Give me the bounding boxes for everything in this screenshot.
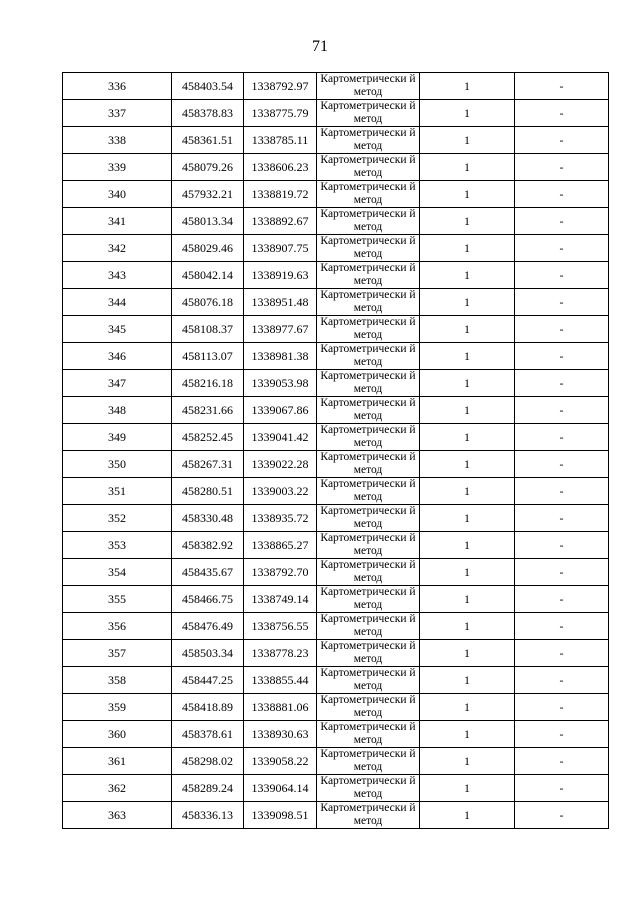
- x-coordinate-cell: 458503.34: [172, 640, 244, 667]
- point-number-cell: 353: [63, 532, 172, 559]
- y-coordinate-cell: 1338935.72: [244, 505, 317, 532]
- point-number-cell: 347: [63, 370, 172, 397]
- y-coordinate-cell: 1338606.23: [244, 154, 317, 181]
- note-cell: -: [515, 775, 609, 802]
- method-text: Картометрически й метод: [320, 586, 416, 611]
- table-row: [63, 316, 609, 343]
- method-text: Картометрически й метод: [320, 154, 416, 179]
- method-cell: [317, 586, 420, 613]
- method-text: Картометрически й метод: [320, 640, 416, 665]
- method-text: Картометрически й метод: [320, 478, 416, 503]
- method-cell: [317, 100, 420, 127]
- point-number-cell: 357: [63, 640, 172, 667]
- method-text: Картометрически й метод: [320, 262, 416, 287]
- coordinates-table-body: [63, 73, 609, 829]
- point-number-cell: 340: [63, 181, 172, 208]
- x-coordinate-cell: 458042.14: [172, 262, 244, 289]
- table-row: [63, 181, 609, 208]
- accuracy-cell: 1: [420, 424, 515, 451]
- method-cell: [317, 181, 420, 208]
- x-coordinate-cell: 458378.61: [172, 721, 244, 748]
- table-row: [63, 262, 609, 289]
- method-text: Картометрически й метод: [320, 235, 416, 260]
- method-text: Картометрически й метод: [320, 559, 416, 584]
- method-cell: [317, 424, 420, 451]
- x-coordinate-cell: 458289.24: [172, 775, 244, 802]
- x-coordinate-cell: 458378.83: [172, 100, 244, 127]
- x-coordinate-cell: 458113.07: [172, 343, 244, 370]
- y-coordinate-cell: 1339003.22: [244, 478, 317, 505]
- note-cell: -: [515, 127, 609, 154]
- y-coordinate-cell: 1339067.86: [244, 397, 317, 424]
- method-text: Картометрически й метод: [320, 370, 416, 395]
- x-coordinate-cell: 458435.67: [172, 559, 244, 586]
- table-row: [63, 370, 609, 397]
- method-cell: [317, 451, 420, 478]
- accuracy-cell: 1: [420, 181, 515, 208]
- accuracy-cell: 1: [420, 586, 515, 613]
- table-row: [63, 127, 609, 154]
- accuracy-cell: 1: [420, 775, 515, 802]
- method-text: Картометрически й метод: [320, 775, 416, 800]
- table-row: [63, 73, 609, 100]
- method-cell: [317, 640, 420, 667]
- y-coordinate-cell: 1339041.42: [244, 424, 317, 451]
- y-coordinate-cell: 1338756.55: [244, 613, 317, 640]
- coordinates-table: [62, 72, 609, 829]
- y-coordinate-cell: 1338775.79: [244, 100, 317, 127]
- note-cell: -: [515, 262, 609, 289]
- note-cell: -: [515, 424, 609, 451]
- table-row: [63, 289, 609, 316]
- x-coordinate-cell: 458108.37: [172, 316, 244, 343]
- y-coordinate-cell: 1339064.14: [244, 775, 317, 802]
- table-row: [63, 586, 609, 613]
- accuracy-cell: 1: [420, 694, 515, 721]
- accuracy-cell: 1: [420, 73, 515, 100]
- note-cell: -: [515, 235, 609, 262]
- y-coordinate-cell: 1339053.98: [244, 370, 317, 397]
- method-cell: [317, 73, 420, 100]
- point-number-cell: 345: [63, 316, 172, 343]
- point-number-cell: 362: [63, 775, 172, 802]
- table-row: [63, 235, 609, 262]
- note-cell: -: [515, 694, 609, 721]
- note-cell: -: [515, 370, 609, 397]
- accuracy-cell: 1: [420, 640, 515, 667]
- y-coordinate-cell: 1338855.44: [244, 667, 317, 694]
- table-row: [63, 748, 609, 775]
- note-cell: -: [515, 802, 609, 829]
- x-coordinate-cell: 458361.51: [172, 127, 244, 154]
- method-cell: [317, 613, 420, 640]
- x-coordinate-cell: 458403.54: [172, 73, 244, 100]
- point-number-cell: 346: [63, 343, 172, 370]
- method-cell: [317, 370, 420, 397]
- accuracy-cell: 1: [420, 721, 515, 748]
- table-row: [63, 424, 609, 451]
- accuracy-cell: 1: [420, 370, 515, 397]
- accuracy-cell: 1: [420, 802, 515, 829]
- y-coordinate-cell: 1339022.28: [244, 451, 317, 478]
- method-cell: [317, 154, 420, 181]
- point-number-cell: 361: [63, 748, 172, 775]
- note-cell: -: [515, 451, 609, 478]
- method-text: Картометрически й метод: [320, 316, 416, 341]
- method-text: Картометрически й метод: [320, 289, 416, 314]
- method-text: Картометрически й метод: [320, 721, 416, 746]
- accuracy-cell: 1: [420, 505, 515, 532]
- y-coordinate-cell: 1339098.51: [244, 802, 317, 829]
- accuracy-cell: 1: [420, 235, 515, 262]
- x-coordinate-cell: 458298.02: [172, 748, 244, 775]
- table-row: [63, 532, 609, 559]
- method-text: Картометрически й метод: [320, 397, 416, 422]
- method-text: Картометрически й метод: [320, 100, 416, 125]
- point-number-cell: 348: [63, 397, 172, 424]
- accuracy-cell: 1: [420, 478, 515, 505]
- point-number-cell: 363: [63, 802, 172, 829]
- note-cell: -: [515, 721, 609, 748]
- table-row: [63, 667, 609, 694]
- page-number: 71: [312, 38, 328, 55]
- point-number-cell: 351: [63, 478, 172, 505]
- method-cell: [317, 775, 420, 802]
- method-text: Картометрически й метод: [320, 73, 416, 98]
- note-cell: -: [515, 559, 609, 586]
- note-cell: -: [515, 397, 609, 424]
- x-coordinate-cell: 458280.51: [172, 478, 244, 505]
- accuracy-cell: 1: [420, 343, 515, 370]
- note-cell: -: [515, 154, 609, 181]
- method-text: Картометрически й метод: [320, 343, 416, 368]
- method-cell: [317, 694, 420, 721]
- accuracy-cell: 1: [420, 154, 515, 181]
- point-number-cell: 337: [63, 100, 172, 127]
- accuracy-cell: 1: [420, 613, 515, 640]
- table-row: [63, 802, 609, 829]
- point-number-cell: 356: [63, 613, 172, 640]
- table-row: [63, 154, 609, 181]
- method-cell: [317, 721, 420, 748]
- table-row: [63, 775, 609, 802]
- method-text: Картометрически й метод: [320, 748, 416, 773]
- point-number-cell: 341: [63, 208, 172, 235]
- accuracy-cell: 1: [420, 451, 515, 478]
- y-coordinate-cell: 1339058.22: [244, 748, 317, 775]
- note-cell: -: [515, 613, 609, 640]
- table-row: [63, 505, 609, 532]
- method-text: Картометрически й метод: [320, 694, 416, 719]
- method-cell: [317, 127, 420, 154]
- note-cell: -: [515, 289, 609, 316]
- method-cell: [317, 316, 420, 343]
- x-coordinate-cell: 458418.89: [172, 694, 244, 721]
- method-text: Картометрически й метод: [320, 127, 416, 152]
- table-row: [63, 478, 609, 505]
- table-row: [63, 694, 609, 721]
- x-coordinate-cell: 457932.21: [172, 181, 244, 208]
- x-coordinate-cell: 458330.48: [172, 505, 244, 532]
- accuracy-cell: 1: [420, 127, 515, 154]
- method-cell: [317, 748, 420, 775]
- x-coordinate-cell: 458267.31: [172, 451, 244, 478]
- y-coordinate-cell: 1338930.63: [244, 721, 317, 748]
- note-cell: -: [515, 640, 609, 667]
- method-cell: [317, 478, 420, 505]
- y-coordinate-cell: 1338881.06: [244, 694, 317, 721]
- y-coordinate-cell: 1338749.14: [244, 586, 317, 613]
- point-number-cell: 352: [63, 505, 172, 532]
- accuracy-cell: 1: [420, 289, 515, 316]
- method-cell: [317, 343, 420, 370]
- point-number-cell: 339: [63, 154, 172, 181]
- method-text: Картометрически й метод: [320, 802, 416, 827]
- accuracy-cell: 1: [420, 100, 515, 127]
- point-number-cell: 350: [63, 451, 172, 478]
- x-coordinate-cell: 458382.92: [172, 532, 244, 559]
- x-coordinate-cell: 458466.75: [172, 586, 244, 613]
- table-row: [63, 640, 609, 667]
- method-cell: [317, 559, 420, 586]
- point-number-cell: 343: [63, 262, 172, 289]
- accuracy-cell: 1: [420, 397, 515, 424]
- y-coordinate-cell: 1338865.27: [244, 532, 317, 559]
- accuracy-cell: 1: [420, 748, 515, 775]
- method-text: Картометрически й метод: [320, 451, 416, 476]
- method-cell: [317, 667, 420, 694]
- table-row: [63, 397, 609, 424]
- x-coordinate-cell: 458079.26: [172, 154, 244, 181]
- note-cell: -: [515, 478, 609, 505]
- table-row: [63, 343, 609, 370]
- y-coordinate-cell: 1338792.97: [244, 73, 317, 100]
- table-row: [63, 451, 609, 478]
- x-coordinate-cell: 458476.49: [172, 613, 244, 640]
- y-coordinate-cell: 1338778.23: [244, 640, 317, 667]
- note-cell: -: [515, 667, 609, 694]
- point-number-cell: 360: [63, 721, 172, 748]
- accuracy-cell: 1: [420, 667, 515, 694]
- point-number-cell: 358: [63, 667, 172, 694]
- y-coordinate-cell: 1338951.48: [244, 289, 317, 316]
- table-row: [63, 559, 609, 586]
- accuracy-cell: 1: [420, 532, 515, 559]
- note-cell: -: [515, 208, 609, 235]
- y-coordinate-cell: 1338792.70: [244, 559, 317, 586]
- method-text: Картометрически й метод: [320, 532, 416, 557]
- point-number-cell: 344: [63, 289, 172, 316]
- accuracy-cell: 1: [420, 208, 515, 235]
- y-coordinate-cell: 1338981.38: [244, 343, 317, 370]
- method-text: Картометрически й метод: [320, 181, 416, 206]
- point-number-cell: 354: [63, 559, 172, 586]
- y-coordinate-cell: 1338919.63: [244, 262, 317, 289]
- method-text: Картометрически й метод: [320, 613, 416, 638]
- method-cell: [317, 532, 420, 559]
- table-row: [63, 721, 609, 748]
- method-cell: [317, 208, 420, 235]
- method-cell: [317, 262, 420, 289]
- x-coordinate-cell: 458013.34: [172, 208, 244, 235]
- y-coordinate-cell: 1338977.67: [244, 316, 317, 343]
- method-cell: [317, 505, 420, 532]
- point-number-cell: 342: [63, 235, 172, 262]
- note-cell: -: [515, 181, 609, 208]
- method-cell: [317, 397, 420, 424]
- table-row: [63, 613, 609, 640]
- x-coordinate-cell: 458029.46: [172, 235, 244, 262]
- note-cell: -: [515, 343, 609, 370]
- accuracy-cell: 1: [420, 262, 515, 289]
- note-cell: -: [515, 316, 609, 343]
- table-row: [63, 208, 609, 235]
- x-coordinate-cell: 458447.25: [172, 667, 244, 694]
- point-number-cell: 359: [63, 694, 172, 721]
- method-cell: [317, 235, 420, 262]
- point-number-cell: 355: [63, 586, 172, 613]
- method-text: Картометрически й метод: [320, 667, 416, 692]
- note-cell: -: [515, 586, 609, 613]
- accuracy-cell: 1: [420, 559, 515, 586]
- note-cell: -: [515, 73, 609, 100]
- x-coordinate-cell: 458216.18: [172, 370, 244, 397]
- x-coordinate-cell: 458231.66: [172, 397, 244, 424]
- y-coordinate-cell: 1338892.67: [244, 208, 317, 235]
- x-coordinate-cell: 458252.45: [172, 424, 244, 451]
- method-text: Картометрически й метод: [320, 208, 416, 233]
- method-cell: [317, 802, 420, 829]
- note-cell: -: [515, 505, 609, 532]
- x-coordinate-cell: 458336.13: [172, 802, 244, 829]
- point-number-cell: 349: [63, 424, 172, 451]
- accuracy-cell: 1: [420, 316, 515, 343]
- note-cell: -: [515, 100, 609, 127]
- note-cell: -: [515, 748, 609, 775]
- y-coordinate-cell: 1338819.72: [244, 181, 317, 208]
- y-coordinate-cell: 1338785.11: [244, 127, 317, 154]
- method-cell: [317, 289, 420, 316]
- method-text: Картометрически й метод: [320, 424, 416, 449]
- y-coordinate-cell: 1338907.75: [244, 235, 317, 262]
- x-coordinate-cell: 458076.18: [172, 289, 244, 316]
- point-number-cell: 338: [63, 127, 172, 154]
- method-text: Картометрически й метод: [320, 505, 416, 530]
- note-cell: -: [515, 532, 609, 559]
- table-row: [63, 100, 609, 127]
- point-number-cell: 336: [63, 73, 172, 100]
